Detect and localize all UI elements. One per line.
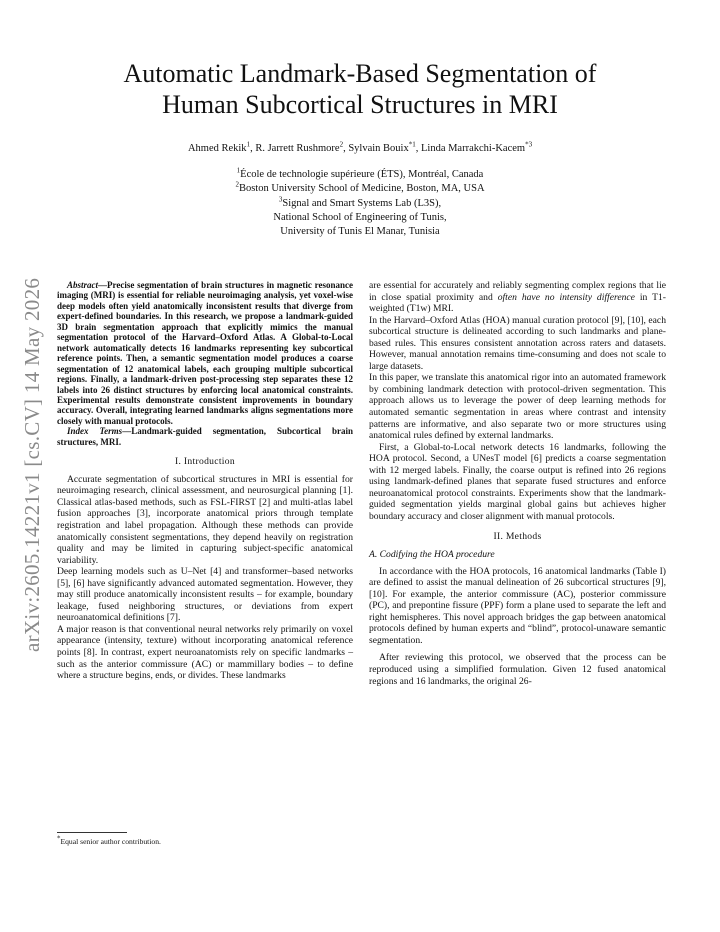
affiliations — [60, 168, 660, 239]
methods-paragraph: After reviewing this protocol, we observed that the process can be reproduced using a simplified formulation. Given 12 fused anatomical regions and 16 landmarks, the original 26- — [369, 652, 666, 687]
right-column — [369, 280, 666, 687]
footnote: *Equal senior author contribution. — [57, 834, 161, 846]
author: Linda Marrakchi-Kacem$^{*3}$ — [420, 140, 533, 154]
methods-paragraph: In accordance with the HOA protocols, 16 anatomical landmarks (Table I) are defined to assist the manual delineation of 26 subcortical structures [9], [10]. For example, the anterior commissure (AC), posterior commissure (PC), and prepontine fissure (PPF) form a plane used to separate the left and right hemispheres. This novel approach bridges the gap between anatomical protocols defined by human experts and “blind”, protocol-unaware semantic segmentation. — [369, 565, 666, 646]
section-heading-introduction: I. Introduction — [175, 456, 235, 468]
body-paragraph: In the Harvard–Oxford Atlas (HOA) manual curation protocol [9], [10], each subcortical structure is delineated according to such landmarks and plane-based rules. This ensures consistent annotation across raters and datasets. However, manual annotation remains time-consuming and does not scale to large datasets. — [369, 314, 666, 372]
intro-paragraph: A major reason is that conventional neural networks rely primarily on voxel appearance (intensity, texture) without incorporating anatomical reference points [8]. In contrast, expert neuroanatomists rely on specific landmarks – such as the anterior commissure (AC) or mammillary bodies – to define where a structure begins, ends, or divides. These landmarks — [57, 623, 353, 682]
author-list: Ahmed Rekik$^1$, R. Jarrett Rushmore$^2$, Sylvain Bouix$^{*1}$, Linda Marrakchi-Kacem$^{*3}$ — [187, 140, 533, 154]
author: Sylvain Bouix$^{*1}$ — [348, 140, 416, 154]
subsection-heading: A. Codifying the HOA procedure — [369, 549, 495, 561]
title-line-2: Human Subcortical Structures in MRI — [162, 90, 558, 119]
section-heading-methods: II. Methods — [493, 531, 542, 543]
footnote-rule — [57, 832, 127, 833]
intro-paragraph: Deep learning models such as U–Net [4] and transformer–based networks [5], [6] have significantly advanced automated segmentation. However, they may still produce anatomically inconsistent results – for example, boundary leakage, fused neighboring structures, or deviations from expert neuroanatomical definitions [7]. — [57, 566, 353, 624]
affiliation: $^1$École de technologie supérieure (ÉTS), Montréal, Canada — [236, 166, 484, 180]
affiliation: $^3$Signal and Smart Systems Lab (L3S), — [278, 195, 442, 209]
affiliation: University of Tunis El Manar, Tunisia — [280, 226, 440, 238]
body-paragraph: are essential for accurately and reliably segmenting complex regions that lie in close spatial proximity and often have no intensity difference in T1-weighted (T1w) MRI. — [369, 280, 666, 315]
affiliation: National School of Engineering of Tunis, — [273, 211, 447, 223]
abstract: Abstract—Precise segmentation of brain structures in magnetic resonance imaging (MRI) is essential for reliable neuroimaging analysis, yet voxel-wise deep models often yield anatomically inconsistent results that diverge from expert-defined boundaries. In this research, we propose a landmark-guided 3D brain segmentation approach that explicitly mimics the manual segmentation protocol of the Harvard–Oxford Atlas. A Global-to-Local network automatically detects 16 landmarks representing key subcortical reference points. Then, a semantic segmentation model produces a coarse segmentation of 12 anatomical labels, each grouping multiple subcortical regions. Finally, a landmark-driven post-processing step separates these 12 labels into 26 distinct structures by enforcing local anatomical constraints. Experimental results demonstrate consistent improvements in boundary accuracy. Overall, integrating learned landmarks aligns segmentations more closely with manual protocols. — [57, 280, 353, 426]
paper-title — [60, 58, 660, 120]
intro-paragraph: Accurate segmentation of subcortical structures in MRI is essential for neuroimaging research, clinical assessment, and neurosurgical planning [1]. Classical atlas-based methods, such as FSL-FIRST [2] and multi-atlas label fusion approaches [3], incorporate anatomical priors through template registration and label propagation. Although these methods can provide anatomically consistent segmentations, they depend heavily on registration quality and may be limited in capturing subject-specific anatomical variability. — [57, 473, 353, 566]
body-paragraph: First, a Global-to-Local network detects 16 landmarks, following the HOA protocol. Second, a UNesT model [6] predicts a coarse segmentation with 12 merged labels. Finally, the coarse output is refined into 26 regions using landmark-defined planes that separate fused structures and enforce neuroanatomical protocol constraints. Experiments show that the landmark-guided segmentation yields marginal global gains but achieves higher boundary accuracy and closer alignment with manual protocols. — [369, 441, 666, 522]
left-column — [57, 280, 353, 682]
body-paragraph: In this paper, we translate this anatomical rigor into an automated framework by combining landmark detection with protocol-driven segmentation. This approach allows us to leverage the power of deep learning methods for automated semantic segmentation in areas where contrast and intensity patterns are informative, and also separate two or more structures using anatomical rules defined by external landmarks. — [369, 372, 666, 442]
author: R. Jarrett Rushmore$^2$ — [255, 140, 344, 154]
arxiv-stamp-text: arXiv:2605.14221v1 [cs.CV] 14 May 2026 — [20, 277, 44, 652]
title-line-1: Automatic Landmark-Based Segmentation of — [123, 59, 597, 88]
author: Ahmed Rekik$^1$ — [187, 140, 251, 154]
index-terms: Index Terms—Landmark-guided segmentation, Subcortical brain structures, MRI. — [57, 426, 353, 447]
arxiv-stamp — [16, 252, 50, 652]
affiliation: $^2$Boston University School of Medicine, Boston, MA, USA — [235, 180, 485, 195]
